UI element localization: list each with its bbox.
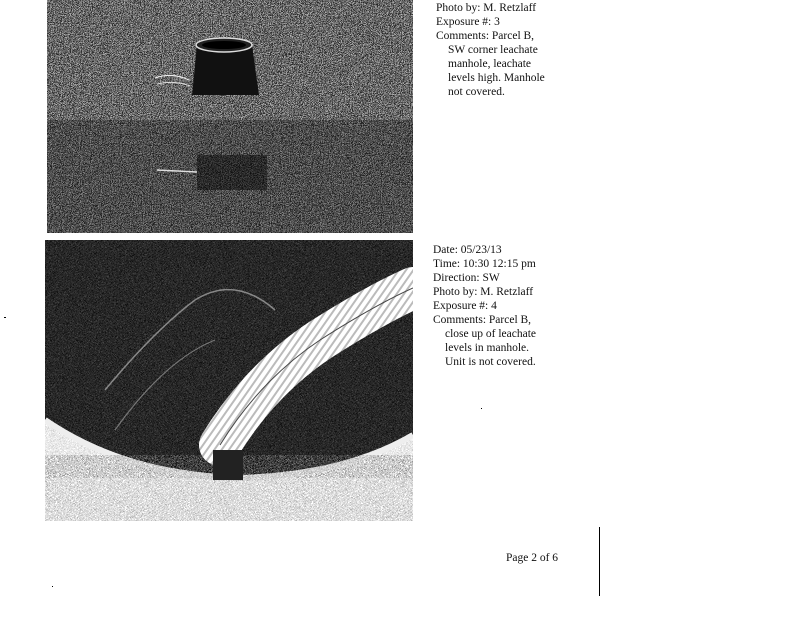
photo-by-line: Photo by: M. Retzlaff [436, 2, 537, 14]
time-line: Time: 10:30 12:15 pm [433, 258, 536, 270]
page-number: Page 2 of 6 [506, 552, 559, 564]
comment-line: Unit is not covered. [445, 356, 536, 368]
comment-line: levels high. Manhole [448, 72, 545, 84]
manhole-exterior-image [47, 0, 413, 233]
scan-speck [481, 408, 482, 409]
comment-line: close up of leachate [445, 328, 536, 340]
comment-line: levels in manhole. [445, 342, 529, 354]
photo-1-caption [436, 1, 586, 99]
exposure-line: Exposure #: 3 [436, 16, 500, 28]
manhole-closeup-image [45, 240, 413, 521]
date-line: Date: 05/23/13 [433, 244, 502, 256]
comment-line: manhole, leachate [448, 58, 532, 70]
comments-body [436, 43, 586, 99]
direction-line: Direction: SW [433, 272, 500, 284]
scan-speck [4, 317, 6, 318]
photo-by-line: Photo by: M. Retzlaff [433, 286, 534, 298]
vertical-rule [599, 527, 600, 596]
comments-body [433, 327, 583, 369]
comment-line: SW corner leachate [448, 44, 538, 56]
exposure-line: Exposure #: 4 [433, 300, 497, 312]
photo-manhole-exterior [47, 0, 413, 233]
comments-line: Comments: Parcel B, [433, 314, 532, 326]
photo-2-caption [433, 243, 583, 369]
comments-line: Comments: Parcel B, [436, 30, 535, 42]
comment-line: not covered. [448, 86, 505, 98]
scan-speck [52, 586, 53, 587]
photo-manhole-closeup [45, 240, 413, 521]
